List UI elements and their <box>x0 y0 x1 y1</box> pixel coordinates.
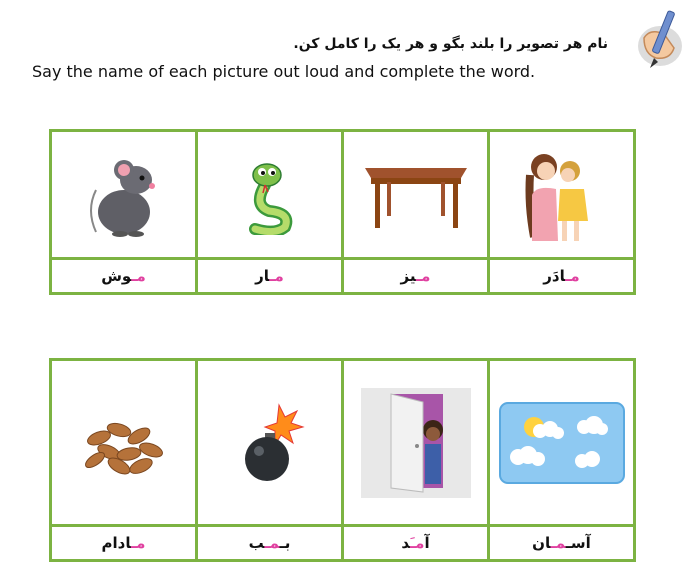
word-prefix: آسـ <box>565 534 591 552</box>
word-cell[interactable] <box>489 259 635 294</box>
instruction-persian: نام هر تصویر را بلند بگو و هر یک را کامل کن. <box>293 36 608 52</box>
picture-cell <box>489 131 635 259</box>
hand-writing-pencil-icon <box>630 8 684 74</box>
word-cell[interactable] <box>51 259 197 294</box>
picture-cell <box>197 131 343 259</box>
word-cell[interactable] <box>343 259 489 294</box>
word-rest: ار <box>255 267 270 285</box>
door-person-icon <box>361 388 471 498</box>
word-rest: َد <box>401 534 411 552</box>
instruction-english: Say the name of each picture out loud and complete the word. <box>32 62 536 81</box>
mother-child-icon <box>522 145 602 245</box>
table-icon <box>361 160 471 230</box>
almonds-icon <box>79 408 169 478</box>
letter-mim: مـ <box>131 267 146 285</box>
word-rest: ادَر <box>543 267 566 285</box>
word-cell[interactable] <box>343 526 489 561</box>
picture-grid-row-1 <box>49 129 636 295</box>
picture-cell <box>197 360 343 526</box>
picture-cell <box>343 360 489 526</box>
picture-grid-row-2 <box>49 358 636 562</box>
word-cell[interactable] <box>51 526 197 561</box>
word-rest: وش <box>101 267 132 285</box>
word-rest: ان <box>532 534 551 552</box>
word-cell[interactable] <box>197 259 343 294</box>
letter-mim: مـ <box>131 534 146 552</box>
word-cell[interactable] <box>489 526 635 561</box>
letter-mim: مـ <box>550 534 566 552</box>
letter-mim: مـ <box>410 534 425 552</box>
word-prefix: بـ <box>279 534 291 552</box>
word-rest: یز <box>400 267 417 285</box>
word-rest: ادام <box>101 534 132 552</box>
picture-cell <box>489 360 635 526</box>
picture-cell <box>51 360 197 526</box>
picture-cell <box>51 131 197 259</box>
snake-icon <box>235 155 305 235</box>
sky-icon <box>498 401 626 485</box>
bomb-icon <box>235 403 305 483</box>
mouse-icon <box>84 150 164 240</box>
letter-mim: مـ <box>264 534 280 552</box>
letter-mim: مـ <box>565 267 580 285</box>
word-cell[interactable] <box>197 526 343 561</box>
word-rest: ب <box>248 534 265 552</box>
picture-cell <box>343 131 489 259</box>
letter-mim: مـ <box>269 267 284 285</box>
word-prefix: آ <box>424 534 430 552</box>
letter-mim: مـ <box>416 267 431 285</box>
